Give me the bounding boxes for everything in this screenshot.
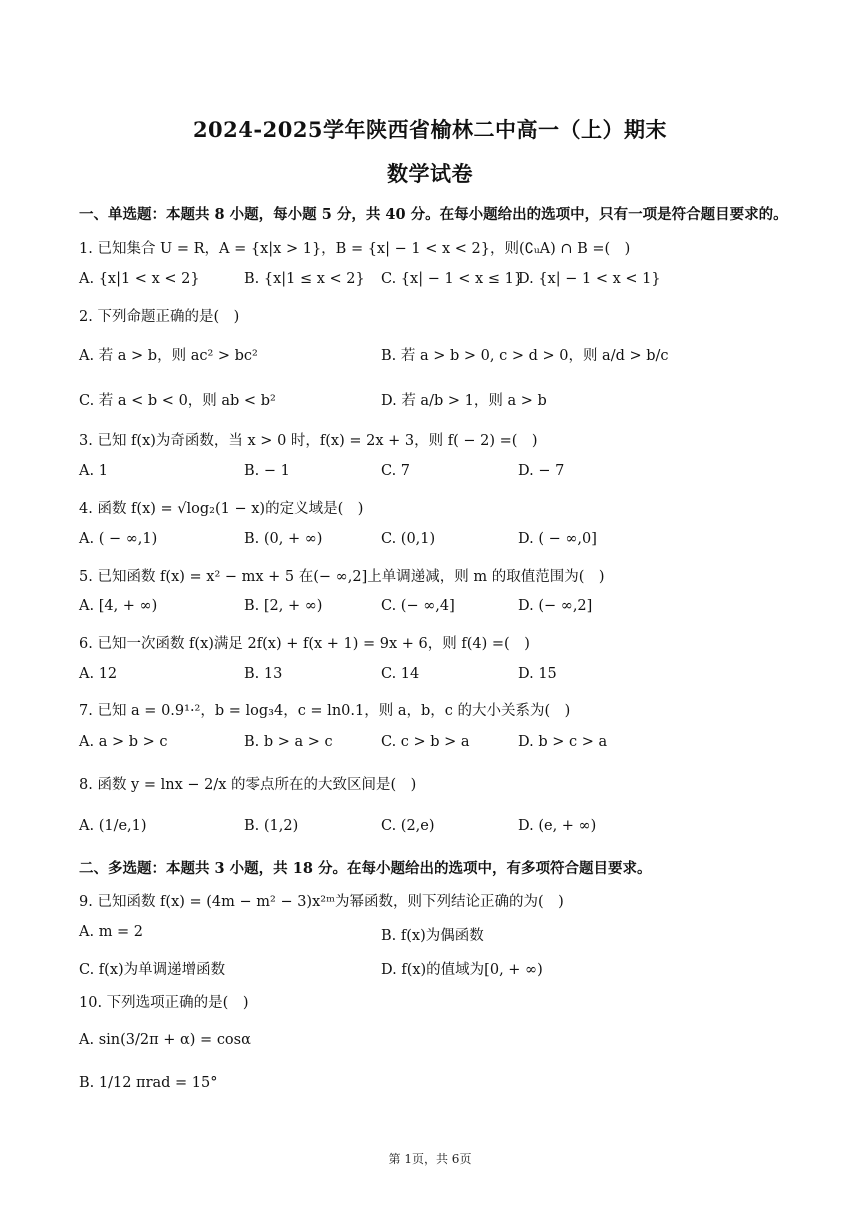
question-stem: 5. 已知函数 f(x) = x² − mx + 5 在(− ∞,2]上单调递减，则 m 的取值范围为( ) <box>79 569 605 585</box>
question-stem: 8. 函数 y = lnx − 2/x 的零点所在的大致区间是( ) <box>79 777 417 793</box>
option-d: D. (e, + ∞) <box>518 818 597 834</box>
option-c: C. 7 <box>381 463 411 479</box>
option-c: C. {x| − 1 < x ≤ 1} <box>381 271 524 287</box>
option-c: C. c > b > a <box>381 734 470 750</box>
question-stem: 6. 已知一次函数 f(x)满足 2f(x) + f(x + 1) = 9x + 6，则 f(4) =( ) <box>79 636 530 652</box>
option-a: A. (1/e,1) <box>79 818 147 834</box>
question-stem: 9. 已知函数 f(x) = (4m − m² − 3)x²ᵐ为幂函数，则下列结论正确的为( ) <box>79 894 564 910</box>
question-stem: 3. 已知 f(x)为奇函数，当 x > 0 时，f(x) = 2x + 3，则 f( − 2) =( ) <box>79 433 538 449</box>
option-d: D. (− ∞,2] <box>518 598 593 614</box>
option-d: D. 若 a/b > 1，则 a > b <box>381 393 547 409</box>
option-a: A. m = 2 <box>79 924 144 940</box>
option-a: A. {x|1 < x < 2} <box>79 271 200 287</box>
question-stem: 7. 已知 a = 0.9¹·²，b = log₃4，c = ln0.1，则 a，b，c 的大小关系为( ) <box>79 703 571 719</box>
option-c: C. (0,1) <box>381 531 436 547</box>
page-footer: 第 1页，共 6页 <box>388 1152 472 1166</box>
section-heading-single-choice: 一、单选题：本题共 8 小题，每小题 5 分，共 40 分。在每小题给出的选项中，只有一项是符合题目要求的。 <box>79 206 788 223</box>
option-d: D. 15 <box>518 666 557 682</box>
option-b: B. {x|1 ≤ x < 2} <box>244 271 365 287</box>
option-b: B. − 1 <box>244 463 290 479</box>
option-c: C. (− ∞,4] <box>381 598 455 614</box>
option-a: A. sin(3/2π + α) = cosα <box>79 1032 251 1048</box>
option-b: B. (1,2) <box>244 818 299 834</box>
option-b: B. 若 a > b > 0, c > d > 0，则 a/d > b/c <box>381 348 669 364</box>
option-d: D. {x| − 1 < x < 1} <box>518 271 661 287</box>
option-b: B. (0, + ∞) <box>244 531 323 547</box>
option-b: B. f(x)为偶函数 <box>381 928 484 944</box>
option-a: A. 12 <box>79 666 118 682</box>
page-title: 2024-2025学年陕西省榆林二中高一（上）期末 <box>192 117 668 142</box>
option-c: C. f(x)为单调递增函数 <box>79 962 226 978</box>
option-c: C. 若 a < b < 0，则 ab < b² <box>79 393 276 409</box>
option-a: A. a > b > c <box>79 734 168 750</box>
option-a: A. ( − ∞,1) <box>79 531 158 547</box>
question-stem: 4. 函数 f(x) = √log₂(1 − x)的定义域是( ) <box>79 501 364 517</box>
option-d: D. b > c > a <box>518 734 608 750</box>
section-heading-multiple-choice: 二、多选题：本题共 3 小题，共 18 分。在每小题给出的选项中，有多项符合题目要求。 <box>79 860 652 877</box>
question-stem: 2. 下列命题正确的是( ) <box>79 309 240 325</box>
page-subtitle: 数学试卷 <box>387 161 473 186</box>
option-b: B. 1/12 πrad = 15° <box>79 1075 218 1091</box>
option-a: A. 若 a > b，则 ac² > bc² <box>79 348 258 364</box>
option-a: A. 1 <box>79 463 108 479</box>
option-c: C. 14 <box>381 666 420 682</box>
option-a: A. [4, + ∞) <box>79 598 158 614</box>
option-b: B. b > a > c <box>244 734 333 750</box>
option-b: B. [2, + ∞) <box>244 598 323 614</box>
option-d: D. ( − ∞,0] <box>518 531 597 547</box>
question-stem: 10. 下列选项正确的是( ) <box>79 995 249 1011</box>
question-stem: 1. 已知集合 U = R，A = {x|x > 1}，B = {x| − 1 < x < 2}，则(∁ᵤA) ∩ B =( ) <box>79 241 631 257</box>
option-d: D. − 7 <box>518 463 565 479</box>
option-b: B. 13 <box>244 666 283 682</box>
option-c: C. (2,e) <box>381 818 435 834</box>
option-d: D. f(x)的值域为[0, + ∞) <box>381 962 543 978</box>
